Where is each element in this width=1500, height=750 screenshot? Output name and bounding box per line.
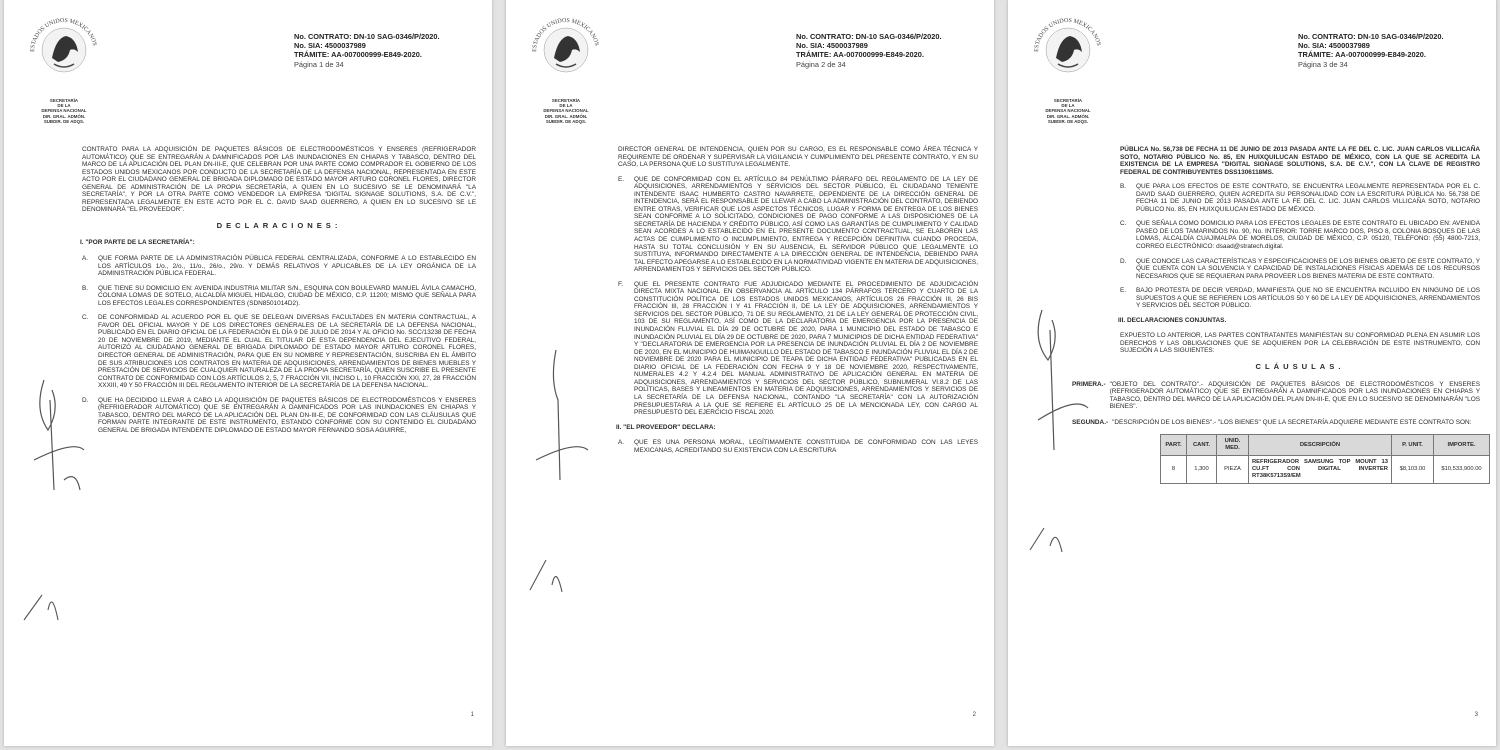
section-title: II. "EL PROVEEDOR" DECLARA: <box>616 423 716 431</box>
column-header: UNID. MED. <box>1217 435 1249 456</box>
tramite-number: TRÁMITE: AA-007000999-E849-2020. <box>796 50 924 60</box>
table-cell: REFRIGERADOR SAMSUNG TOP MOUNT 13 CU.FT CON DIGITAL INVERTER RT38K5713S9/EM <box>1249 455 1392 483</box>
declaration-item: B. QUE TIENE SU DOMICILIO EN: AVENIDA INDUSTRIA MILITAR S/N., ESQUINA CON BOULEVARD MANUEL ÁVILA CAMACHO, COLONIA LOMAS DE SOTELO, ALCALDÍA MIGUEL HIDALGO, CIUDAD DE MÉXICO, C.P. 11200; MISMO QUE SEÑALA PARA LOS EFECTOS LEGALES CORRESPONDIENTES (SDN8501014D2). <box>82 284 476 307</box>
agency-label: SECRETARÍA DE LA DEFENSA NACIONAL DIR. GRAL. ADMÓN. SUBDIR. DE ADQS. <box>41 98 87 124</box>
column-header: PART. <box>1161 435 1187 456</box>
continued-text: PÚBLICA No. 56,738 DE FECHA 11 DE JUNIO DE 2013 PASADA ANTE LA FE DEL C. LIC. JUAN CARLOS VILLICAÑA SOTO, NOTARIO PÚBLICO No. 85, EN HUIXQUILUCAN ESTADO DE MÉXICO, CON LA QUE SE ACREDITA LA EXISTENCIA DE LA EMPRESA "DIGITAL SIGNAGE SOLUTIONS, S.A. DE C.V.", CON LA CLAVE DE REGISTRO FEDERAL DE CONTRIBUYENTES DSS1306118MS. <box>1120 146 1480 176</box>
page-number: 2 <box>972 712 976 718</box>
sia-number: No. SIA: 4500037989 <box>294 41 366 51</box>
table-cell: $8,103.00 <box>1392 455 1434 483</box>
column-header: DESCRIPCIÓN <box>1249 435 1392 456</box>
sia-number: No. SIA: 4500037989 <box>796 41 868 51</box>
declaration-item: E. QUE DE CONFORMIDAD CON EL ARTÍCULO 84 PENÚLTIMO PÁRRAFO DEL REGLAMENTO DE LA LEY DE ADQUISICIONES, ARRENDAMIENTOS Y SERVICIOS DEL SECTOR PÚBLICO, EL CIUDADANO TENIENTE INTENDENTE ISAAC HUMBERTO CASTRO NAVARRETE, DEPENDIENTE DE LA DIRECCIÓN GENERAL DE INTENDENCIA, SERÁ EL RESPONSABLE DE LLEVAR A CABO LA ADMINISTRACIÓN DEL CONTRATO, DEBIENDO ENTRE OTRAS, VERIFICAR QUE LOS ASPECTOS TÉCNICOS, LUGAR Y FORMA DE ENTREGA DE LOS BIENES SEAN CONFORME A LO SOLICITADO, CONDICIONES DE PAGO CONFORME A LAS DISPOSICIONES DE LA SECRETARÍA DE HACIENDA Y CRÉDITO PÚBLICO, ASÍ COMO LAS GARANTÍAS DE CUMPLIMIENTO Y CALIDAD SEAN ACORDES A LO ESTABLECIDO EN EL PRESENTE DOCUMENTO CONTRACTUAL, SE ELABOREN LAS ACTAS DE CUMPLIMIENTO O INCUMPLIMIENTO, ENTREGA Y RECEPCIÓN DEFINITIVA CUANDO PROCEDA, HASTA SU TOTAL CONCLUSIÓN Y EN SU AUSENCIA, EL SERVIDOR PÚBLICO QUE LEGALMENTE LO SUSTITUYA, INFORMANDO DIRECTAMENTE A LA DIRECCIÓN GENERAL DE INTENDENCIA, DEBIENDO PARA TAL EFECTO APEGARSE A LO ESTABLECIDO EN LA NORMATIVIDAD VIGENTE EN MATERIA DE ADQUISICIONES, ARRENDAMIENTOS Y SERVICIOS DEL SECTOR PÚBLICO. <box>618 175 979 274</box>
declaration-item: D. QUE CONOCE LAS CARACTERÍSTICAS Y ESPECIFICACIONES DE LOS BIENES OBJETO DE ESTE CONTRATO, Y QUE CUENTA CON LA SOLVENCIA Y CAPACIDAD DE INSTALACIONES FÍSICAS ADEMÁS DE LOS RECURSOS NECESARIOS QUE SE REQUIERAN PARA PROVEER LOS BIENES MATERIA DE ESTE CONTRATO. <box>1120 257 1480 280</box>
page-3 <box>1008 0 1496 746</box>
clause-item: PRIMERA.- "OBJETO DEL CONTRATO".- ADQUISICIÓN DE PAQUETES BÁSICOS DE ELECTRODOMÉSTICOS Y ENSERES (REFRIGERADOR AUTOMÁTICO) QUE SE ENTREGARÁN A DAMNIFICADOS POR LAS INUNDACIONES EN CHIAPAS Y TABASCO, DENTRO DEL MARCO DE LA APLICACIÓN DEL PLAN DN-III-E, QUE EN LO SUCESIVO SE DENOMINARÁN "LOS BIENES". <box>1072 380 1480 411</box>
tramite-number: TRÁMITE: AA-007000999-E849-2020. <box>294 50 422 60</box>
svg-text:ESTADOS UNIDOS MEXICANOS: ESTADOS UNIDOS MEXICANOS <box>531 17 600 53</box>
joint-declaration: EXPUESTO LO ANTERIOR, LAS PARTES CONTRATANTES MANIFIESTAN SU CONFORMIDAD PLENA EN ASUMIR LOS DERECHOS Y LAS OBLIGACIONES QUE SE ADQUIEREN POR LA CELEBRACIÓN DE ESTE INSTRUMENTO, CON SUJECIÓN A LAS SIGUIENTES: <box>1120 332 1480 355</box>
contract-header <box>1298 32 1490 69</box>
national-seal-icon <box>24 8 104 88</box>
column-header: CANT. <box>1187 435 1217 456</box>
contract-header <box>294 32 486 69</box>
declaration-item: A. QUE FORMA PARTE DE LA ADMINISTRACIÓN PÚBLICA FEDERAL CENTRALIZADA, CONFORME A LO ESTABLECIDO EN LOS ARTÍCULOS 1/o., 2/o., 11/o., 26/o., 29/o. Y DEMÁS RELATIVOS Y APLICABLES DE LA LEY ORGÁNICA DE LA ADMINISTRACIÓN PÚBLICA FEDERAL. <box>82 255 476 278</box>
handwritten-initials-icon <box>1018 300 1098 560</box>
svg-text:ESTADOS UNIDOS MEXICANOS: ESTADOS UNIDOS MEXICANOS <box>29 17 98 53</box>
contract-intro: CONTRATO PARA LA ADQUISICIÓN DE PAQUETES BÁSICOS DE ELECTRODOMÉSTICOS Y ENSERES (REFRIGERADOR AUTOMÁTICO) QUE SE ENTREGARÁN A DAMNIFICADOS POR LAS INUNDACIONES EN CHIAPAS Y TABASCO, DENTRO DEL MARCO DE LA APLICACIÓN DEL PLAN DN-III-E, QUE CELEBRAN POR UNA PARTE COMO COMPRADOR EL GOBIERNO DE LOS ESTADOS UNIDOS MEXICANOS POR CONDUCTO DE LA SECRETARÍA DE LA DEFENSA NACIONAL, REPRESENTADA EN ESTE ACTO POR EL CIUDADANO GENERAL DE BRIGADA DIPLOMADO DE ESTADO MAYOR ARTURO CORONEL FLORES, DIRECTOR GENERAL DE ADMINISTRACIÓN DE LA PROPIA SECRETARÍA, A QUIEN EN LO SUCESIVO SE LE DENOMINARÁ "LA SECRETARÍA", Y POR LA OTRA PARTE COMO VENDEDOR LA EMPRESA "DIGITAL SIGNAGE SOLUTIONS, S.A. DE C.V.", REPRESENTADA LEGALMENTE EN ESTE ACTO POR EL C. DAVID SAAD GUERRERO, A QUIEN EN LO SUCESIVO SE LE DENOMINARÁ "EL PROVEEDOR". <box>82 146 476 214</box>
clause-item: SEGUNDA.- "DESCRIPCIÓN DE LOS BIENES".- "LOS BIENES" QUE LA SECRETARÍA ADQUIERE MEDIANTE ESTE CONTRATO SON: <box>1072 418 1472 426</box>
section-title: III. DECLARACIONES CONJUNTAS. <box>1118 316 1227 324</box>
handwritten-initials-icon <box>14 370 94 630</box>
page-label: Página 3 de 34 <box>1298 59 1348 69</box>
goods-table <box>1160 434 1490 484</box>
column-header: IMPORTE. <box>1434 435 1490 456</box>
page-1 <box>4 0 492 746</box>
table-cell: $10,533,900.00 <box>1434 455 1490 483</box>
declaration-item: B. QUE PARA LOS EFECTOS DE ESTE CONTRATO, SE ENCUENTRA LEGALMENTE REPRESENTADA POR EL C. DAVID SAAD GUERRERO, QUIEN ACREDITA SU PERSONALIDAD CON LA ESCRITURA PÚBLICA No. 56,738 DE FECHA 11 DE JUNIO DE 2013 PASADA ANTE LA FE DEL C. LIC. JUAN CARLOS VILLICAÑA SOTO, NOTARIO PÚBLICO No. 85, EN HUIXQUILUCAN ESTADO DE MÉXICO. <box>1120 183 1480 213</box>
contract-header <box>796 32 988 69</box>
declaration-item: F. QUE EL PRESENTE CONTRATO FUE ADJUDICADO MEDIANTE EL PROCEDIMIENTO DE ADJUDICACIÓN DIRECTA MIXTA NACIONAL EN OBSERVANCIA AL ARTÍCULO 134 PÁRRAFOS TERCERO Y CUARTO DE LA CONSTITUCIÓN POLÍTICA DE LOS ESTADOS UNIDOS MEXICANOS, ARTÍCULOS 26 FRACCIÓN III, 26 BIS FRACCIÓN III, 28 FRACCIÓN I Y 41 FRACCIÓN II, DE LA LEY DE ADQUISICIONES, ARRENDAMIENTOS Y SERVICIOS DEL SECTOR PÚBLICO, 71 DE SU REGLAMENTO, 21 DE LA LEY GENERAL DE PROTECCIÓN CIVIL, 103 DE SU REGLAMENTO, ASÍ COMO DE LA DECLARATORIA DE EMERGENCIA POR LA PRESENCIA DE INUNDACIÓN FLUVIAL EL DÍA 29 DE OCTUBRE DE 2020, PARA 1 MUNICIPIO DEL ESTADO DE TABASCO E INUNDACIÓN PLUVIAL EL DÍA 29 DE OCTUBRE DE 2020, PARA 7 MUNICIPIOS DE DICHA ENTIDAD FEDERATIVA" Y "DECLARATORIA DE EMERGENCIA POR LA PRESENCIA DE INUNDACIÓN PLUVIAL EL DÍA 2 DE NOVIEMBRE DE 2020, EN EL MUNICIPIO DE HUIMANGUILLO DEL ESTADO DE TABASCO E INUNDACIÓN FLUVIAL EL DÍA 2 DE NOVIEMBRE DE 2020 PARA EL MUNICIPIO DE TEAPA DE DICHA ENTIDAD FEDERATIVA" PUBLICADAS EN EL DIARIO OFICIAL DE LA FEDERACIÓN CON FECHA 9 Y 18 DE NOVIEMBRE 2020, RESPECTIVAMENTE, NUMERALES 4.2 Y 4.2.4 DEL MANUAL ADMINISTRATIVO DE APLICACIÓN GENERAL EN MATERIA DE ADQUISICIONES, ARRENDAMIENTOS Y SERVICIOS DEL SECTOR PÚBLICO, SUBNUMERAL VI.8.2 DE LAS POLÍTICAS, BASES Y LINEAMIENTOS EN MATERIA DE ADQUISICIONES, ARRENDAMIENTOS Y SERVICIOS DE LA SECRETARÍA DE LA DEFENSA NACIONAL, CONTANDO "LA SECRETARÍA" CON LA AUTORIZACIÓN PRESUPUESTARIA A LA QUE SE REFIERE EL ARTÍCULO 25 DE LA MENCIONADA LEY, CON CARGO AL PRESUPUESTO DEL EJERCICIO FISCAL 2020. <box>618 280 978 417</box>
national-seal-icon <box>526 8 606 88</box>
page-number: 3 <box>1474 712 1478 718</box>
agency-label: SECRETARÍA DE LA DEFENSA NACIONAL DIR. GRAL. ADMÓN. SUBDIR. DE ADQS. <box>1045 98 1091 124</box>
contract-number: No. CONTRATO: DN-10 SAG-0346/P/2020. <box>1298 32 1444 41</box>
page-body <box>82 146 476 442</box>
tramite-number: TRÁMITE: AA-007000999-E849-2020. <box>1298 50 1426 60</box>
page-label: Página 2 de 34 <box>796 59 846 69</box>
handwritten-initials-icon <box>516 340 596 600</box>
declaration-item: A. QUE ES UNA PERSONA MORAL, LEGÍTIMAMENTE CONSTITUIDA DE CONFORMIDAD CON LAS LEYES MEXICANAS, ACREDITANDO SU EXISTENCIA CON LA ESCRITURA <box>618 439 978 454</box>
page-body <box>1072 146 1482 484</box>
page-number: 1 <box>470 712 474 718</box>
table-header-row <box>1161 435 1490 456</box>
declaration-item: D. QUE HA DECIDIDO LLEVAR A CABO LA ADQUISICIÓN DE PAQUETES BÁSICOS DE ELECTRODOMÉSTICOS Y ENSERES (REFRIGERADOR AUTOMÁTICO) QUE SE ENTREGARÁN A DAMNIFICADOS POR LAS INUNDACIONES EN CHIAPAS Y TABASCO, DENTRO DEL MARCO DE LA APLICACIÓN DEL PLAN DN-III-E, DE CONFORMIDAD CON LAS CLÁUSULAS QUE FORMAN PARTE INTEGRANTE DE ESTE INSTRUMENTO, ESTANDO CONFORME CON SU CONTENIDO EL CIUDADANO GENERAL DE BRIGADA INTENDENTE DIPLOMADO DE ESTADO MAYOR FERNANDO SOSA AGUIRRE, <box>82 396 476 434</box>
national-seal-icon <box>1028 8 1108 88</box>
table-row <box>1161 455 1490 483</box>
contract-number: No. CONTRATO: DN-10 SAG-0346/P/2020. <box>294 32 440 41</box>
column-header: P. UNIT. <box>1392 435 1434 456</box>
table-cell: PIEZA <box>1217 455 1249 483</box>
section-title: I. "POR PARTE DE LA SECRETARÍA": <box>80 239 195 247</box>
agency-label: SECRETARÍA DE LA DEFENSA NACIONAL DIR. GRAL. ADMÓN. SUBDIR. DE ADQS. <box>543 98 589 124</box>
declaration-item: C. DE CONFORMIDAD AL ACUERDO POR EL QUE SE DELEGAN DIVERSAS FACULTADES EN MATERIA CONTRACTUAL, A FAVOR DEL OFICIAL MAYOR Y DE LOS DIRECTORES GENERALES DE LA SECRETARÍA DE LA DEFENSA NACIONAL, PUBLICADO EN EL DIARIO OFICIAL DE LA FEDERACIÓN EL DÍA 9 DE JULIO DE 2014 Y AL OFICIO No. SCC/13238 DE FECHA 20 DE NOVIEMBRE DE 2019, MEDIANTE EL CUAL EL TITULAR DE ESTA DEPENDENCIA DEL EJECUTIVO FEDERAL, AUTORIZÓ AL CIUDADANO GENERAL DE BRIGADA DIPLOMADO DE ESTADO MAYOR ARTURO CORONEL FLORES, DIRECTOR GENERAL DE ADMINISTRACIÓN, PARA QUE EN SU NOMBRE Y REPRESENTACIÓN, SUSCRIBA EN EL ÁMBITO DE SUS ATRIBUCIONES LOS CONTRATOS EN MATERIA DE ADQUISICIONES, ARRENDAMIENTOS DE BIENES MUEBLES Y PRESTACIÓN DE SERVICIOS DE CUALQUIER NATURALEZA DE LA PROPIA SECRETARÍA, QUIEN SUSCRIBE EL PRESENTE CONTRATO DE CONFORMIDAD CON LOS ARTÍCULOS 2, 5, 7 FRACCIÓN VII, INCISO L, 10 FRACCIÓN XXI, 27, 28 FRACCIÓN XXXIII, 49 Y 50 FRACCIÓN III DEL REGLAMENTO INTERIOR DE LA SECRETARÍA DE LA DEFENSA NACIONAL. <box>82 314 476 390</box>
declaration-item: E. BAJO PROTESTA DE DECIR VERDAD, MANIFIESTA QUE NO SE ENCUENTRA INCLUIDO EN NINGUNO DE LOS SUPUESTOS A QUE SE REFIEREN LOS ARTÍCULOS 50 Y 60 DE LA LEY DE ADQUISICIONES, ARRENDAMIENTOS Y SERVICIOS DEL SECTOR PÚBLICO. <box>1120 287 1480 310</box>
clauses-list <box>1072 381 1480 427</box>
svg-text:ESTADOS UNIDOS MEXICANOS: ESTADOS UNIDOS MEXICANOS <box>1033 17 1102 53</box>
clauses-heading: CLÁUSULAS. <box>1255 362 1345 372</box>
contract-number: No. CONTRATO: DN-10 SAG-0346/P/2020. <box>796 32 942 41</box>
declarations-heading: DECLARACIONES: <box>216 220 342 230</box>
table-cell: 1,300 <box>1187 455 1217 483</box>
declaration-item: C. QUE SEÑALA COMO DOMICILIO PARA LOS EFECTOS LEGALES DE ESTE CONTRATO EL UBICADO EN: AVENIDA PASEO DE LOS TAMARINDOS No. 90, No. INTERIOR: TORRE MARCO DOS, PISO 8, COLONIA BOSQUES DE LAS LOMAS, ALCALDÍA CUAJIMALPA DE MORELOS, CIUDAD DE MÉXICO, C.P. 05120, TELÉFONO: (55) 4800-7213, CORREO ELECTRÓNICO: dsaad@stratech.digital. <box>1120 220 1480 251</box>
page-2 <box>506 0 994 746</box>
continued-text: DIRECTOR GENERAL DE INTENDENCIA, QUIEN POR SU CARGO, ES EL RESPONSABLE COMO ÁREA TÉCNICA Y REQUIRENTE DE ORDENAR Y SUPERVISAR LA VIGILANCIA Y CUMPLIMIENTO DEL PRESENTE CONTRATO, Y EN SU CASO, LA PERSONA QUE LO SUSTITUYA LEGALMENTE. <box>618 146 978 169</box>
page-body <box>618 146 978 461</box>
table-cell: 8 <box>1161 455 1187 483</box>
sia-number: No. SIA: 4500037989 <box>1298 41 1370 51</box>
page-label: Página 1 de 34 <box>294 59 344 69</box>
